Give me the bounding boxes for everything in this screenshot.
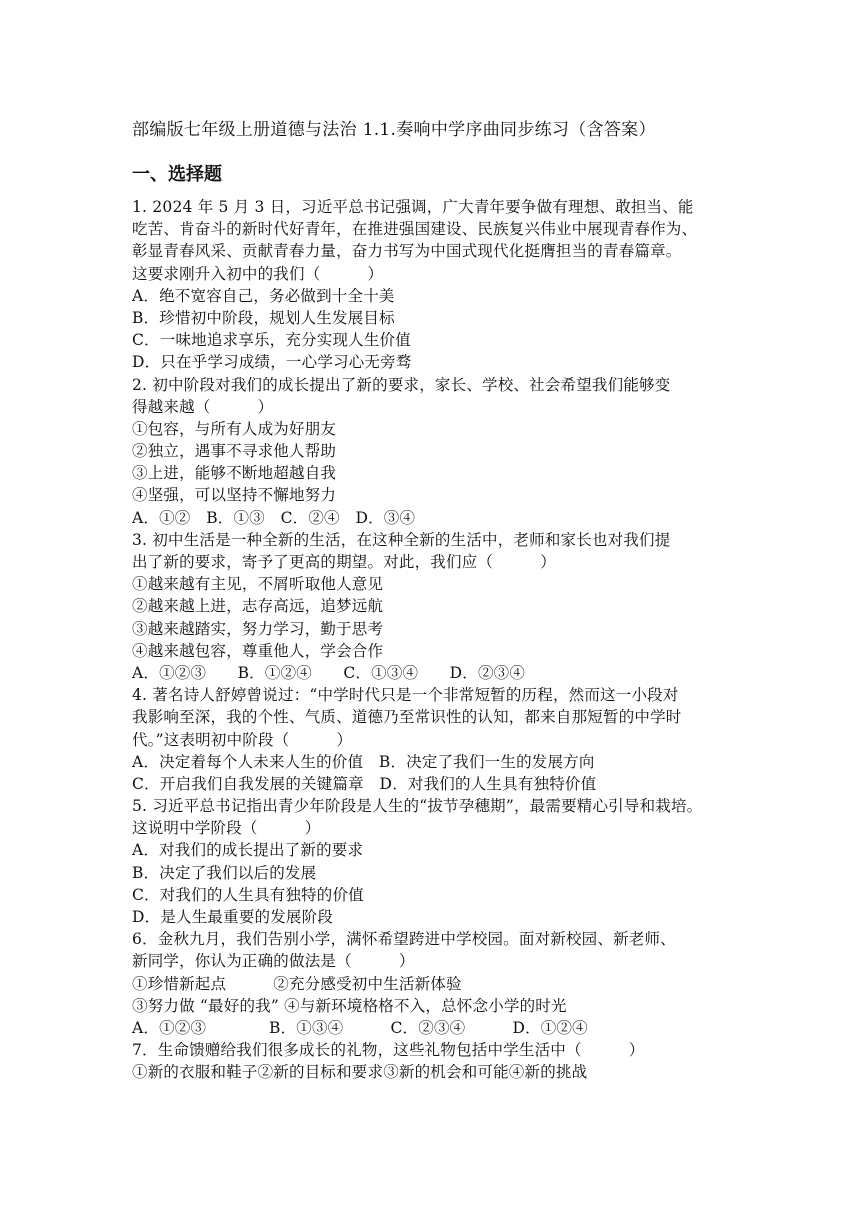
text-line: 这要求刚升入初中的我们（ ）: [132, 264, 384, 283]
text-line: 4. 著名诗人舒婷曾说过：“中学时代只是一个非常短暂的历程，然而这一小段对: [132, 686, 679, 705]
text-line: 吃苦、肯奋斗的新时代好青年，在推进强国建设、民族复兴伟业中展现青春作为、: [132, 220, 698, 239]
question-list: [132, 196, 752, 1084]
text-line: ①越来越有主见，不屑听取他人意见: [132, 575, 384, 594]
text-line: ③越来越踏实，努力学习，勤于思考: [132, 619, 384, 638]
text-line: 5. 习近平总书记指出青少年阶段是人生的“拔节孕穗期”，最需要精心引导和栽培。: [132, 797, 703, 816]
text-line: C．开启我们自我发展的关键篇章 D．对我们的人生具有独特价值: [132, 774, 597, 793]
text-line: C．对我们的人生具有独特的价值: [132, 885, 364, 904]
text-line: 代。”这表明初中阶段（ ）: [132, 730, 353, 749]
text-line: 1. 2024 年 5 月 3 日，习近平总书记强调，广大青年要争做有理想、敢担当、能: [132, 198, 694, 216]
text-line: B．珍惜初中阶段，规划人生发展目标: [132, 308, 395, 327]
text-line: 得越来越（ ）: [132, 397, 274, 416]
text-line: A．①②③ B．①②④ C．①③④ D．②③④: [132, 663, 526, 682]
text-line: A．对我们的成长提出了新的要求: [132, 841, 364, 860]
text-line: A．①②③ B．①③④ C．②③④ D．①②④: [132, 1018, 588, 1037]
text-line: ①珍惜新起点 ②充分感受初中生活新体验: [132, 974, 462, 993]
text-line: A．绝不宽容自己，务必做到十全十美: [132, 286, 395, 305]
text-line: 出了新的要求，寄予了更高的期望。对此，我们应（ ）: [132, 553, 556, 571]
document-title: 部编版七年级上册道德与法治 1.1.奏响中学序曲同步练习（含答案）: [132, 120, 656, 140]
text-line: ④越来越包容，尊重他人，学会合作: [132, 641, 384, 660]
text-line: ①新的衣服和鞋子②新的目标和要求③新的机会和可能④新的挑战: [132, 1063, 588, 1082]
text-line: ③努力做 “最好的我” ④与新环境格格不入，总怀念小学的时光: [132, 996, 567, 1015]
text-line: A．①② B．①③ C．②④ D．③④: [132, 508, 416, 527]
text-line: 这说明中学阶段（ ）: [132, 819, 321, 838]
text-line: A．决定着每个人未来人生的价值 B．决定了我们一生的发展方向: [132, 752, 595, 771]
text-line: ②越来越上进，志存高远，追梦远航: [132, 597, 384, 616]
text-line: 我影响至深，我的个性、气质、道德乃至常识性的认知，都来自那短暂的中学时: [132, 708, 682, 727]
text-line: B．决定了我们以后的发展: [132, 863, 317, 882]
text-line: 彰显青春风采、贡献青春力量，奋力书写为中国式现代化挺膺担当的青春篇章。: [132, 242, 682, 261]
text-line: 3. 初中生活是一种全新的生活，在这种全新的生活中，老师和家长也对我们提: [132, 530, 671, 549]
text-line: D．只在乎学习成绩，一心学习心无旁骛: [132, 353, 412, 372]
text-line: C．一味地追求享乐，充分实现人生价值: [132, 331, 411, 350]
text-line: 2. 初中阶段对我们的成长提出了新的要求，家长、学校、社会希望我们能够变: [132, 375, 671, 394]
text-line: ②独立，遇事不寻求他人帮助: [132, 442, 337, 461]
text-line: 6．金秋九月，我们告别小学，满怀希望跨进中学校园。面对新校园、新老师、: [132, 930, 676, 949]
text-line: ①包容，与所有人成为好朋友: [132, 419, 337, 438]
text-line: 7．生命馈赠给我们很多成长的礼物，这些礼物包括中学生活中（ ）: [132, 1041, 645, 1060]
text-line: 新同学，你认为正确的做法是（ ）: [132, 952, 415, 971]
text-line: D．是人生最重要的发展阶段: [132, 908, 334, 926]
section-heading: 一、选择题: [132, 164, 222, 185]
text-line: ④坚强，可以坚持不懈地努力: [132, 486, 337, 505]
text-line: ③上进，能够不断地超越自我: [132, 464, 337, 483]
